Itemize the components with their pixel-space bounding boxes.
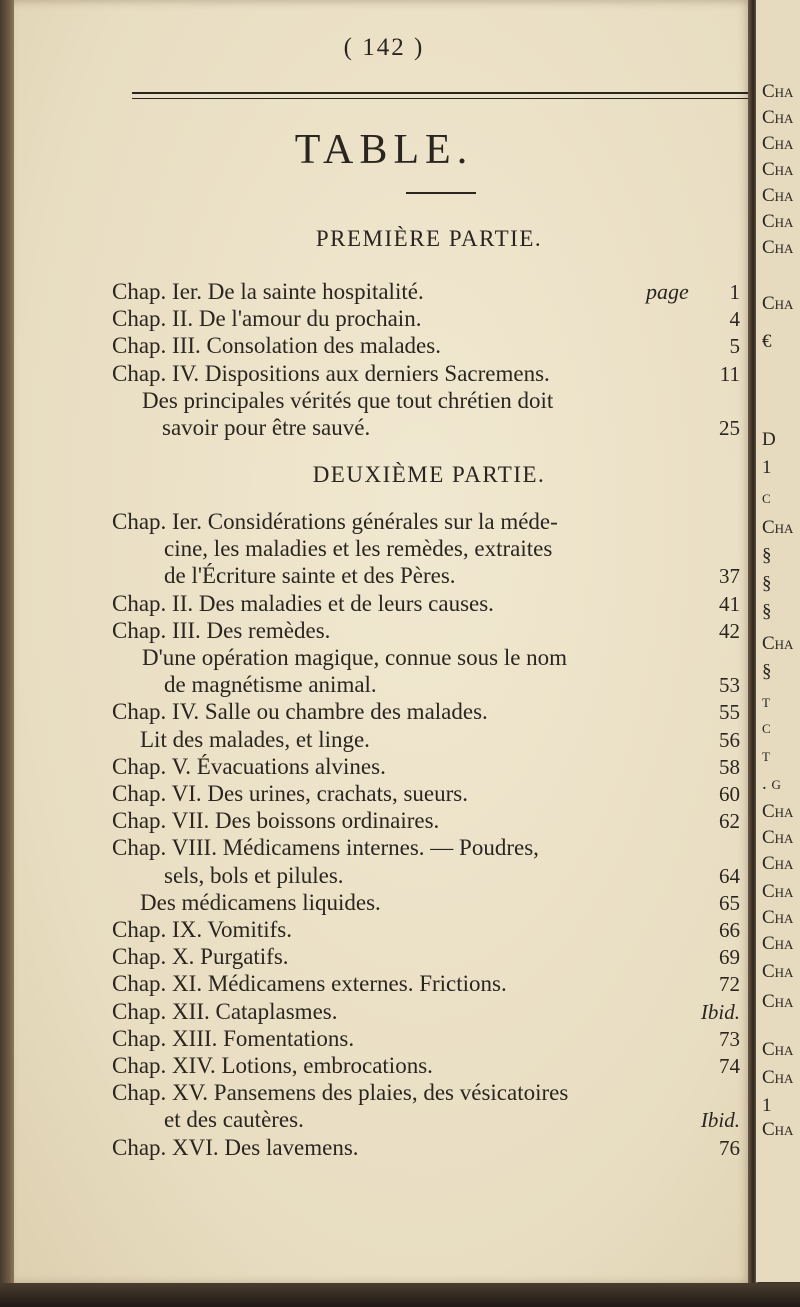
right-page-fragment: § — [762, 545, 772, 566]
page-label: page — [646, 279, 689, 304]
toc-entry-text: de l'Écriture sainte et des Pères. — [164, 563, 456, 589]
toc-entry-page: 58 — [719, 754, 740, 779]
toc-entry-text: Chap. XIV. Lotions, embrocations. — [112, 1053, 433, 1078]
right-page-fragment: c — [762, 717, 771, 738]
toc-entry-page: 66 — [719, 918, 740, 942]
toc-entry-page: 56 — [719, 727, 740, 752]
toc-entry-text: Des médicamens liquides. — [140, 889, 381, 915]
toc-entry-text: Chap. V. Évacuations alvines. — [112, 753, 386, 779]
toc-entry-page: 53 — [719, 673, 740, 698]
right-page-fragment: Cha — [762, 991, 794, 1012]
double-rule-top — [132, 92, 752, 94]
right-page-fragment: Cha — [762, 211, 794, 232]
right-page-fragment: c — [762, 487, 771, 508]
toc-entry-text: de magnétisme animal. — [164, 672, 377, 698]
toc-entry-page: 64 — [719, 863, 740, 888]
right-page-fragment: Cha — [762, 633, 794, 654]
toc-entry-page: 42 — [719, 618, 740, 643]
right-page-fragment: Cha — [762, 237, 794, 258]
toc-entry-text: Chap. IV. Salle ou chambre des malades. — [112, 699, 488, 725]
toc-entry-page: 73 — [719, 1026, 740, 1051]
toc-entry-text: et des cautères. — [164, 1107, 304, 1133]
toc-entry-text: Chap. II. Des maladies et de leurs causes. — [112, 590, 494, 616]
toc-entry-page: 11 — [719, 361, 740, 386]
toc-entry-text: Chap. II. De l'amour du prochain. — [112, 306, 422, 332]
toc-entry-text: Lit des malades, et linge. — [140, 726, 370, 752]
toc-entry-page: 37 — [719, 564, 740, 589]
toc-entry-text: cine, les maladies et les remèdes, extraites — [164, 536, 553, 562]
right-page-fragment: Cha — [762, 827, 794, 848]
toc-entry-text: Chap. III. Consolation des malades. — [112, 333, 441, 359]
toc-entry-page: 25 — [719, 416, 740, 440]
toc-entry-page: 1 — [729, 280, 740, 304]
page-title: TABLE. — [294, 127, 474, 173]
toc-entry-page: 72 — [719, 972, 740, 997]
right-page-fragment: Cha — [762, 801, 794, 822]
toc-entry-text: Chap. XI. Médicamens externes. Frictions. — [112, 971, 507, 997]
right-page-fragment: Cha — [762, 881, 794, 902]
toc-entry-text: Chap. III. Des remèdes. — [112, 617, 331, 643]
right-page-fragment: Cha — [762, 1039, 794, 1060]
toc-entry-text: Des principales vérités que tout chrétien doit — [142, 387, 554, 413]
right-page-fragment: Cha — [762, 961, 794, 982]
right-page-fragment: Cha — [762, 517, 794, 538]
right-page-fragment: Cha — [762, 1119, 794, 1140]
toc-entry-text: Chap. X. Purgatifs. — [112, 944, 289, 970]
title-divider — [406, 192, 476, 194]
toc-entry-page: 74 — [719, 1054, 740, 1078]
toc-entry-text: Chap. Ier. Considérations générales sur la méde- — [112, 509, 558, 534]
right-page-fragment: Cha — [762, 933, 794, 954]
right-page-fragment: § — [762, 661, 772, 682]
toc-entry-text: Chap. Ier. De la sainte hospitalité. — [112, 279, 424, 304]
toc-entry-page: 4 — [729, 307, 740, 332]
double-rule-bottom — [132, 98, 752, 99]
toc-entry-text: Chap. XII. Cataplasmes. — [112, 998, 338, 1024]
page-number: ( 142 ) — [343, 34, 425, 61]
part2-heading: DEUXIÈME PARTIE. — [312, 462, 546, 487]
toc-entry-page: Ibid. — [700, 999, 740, 1024]
right-page-fragment: € — [762, 331, 772, 352]
toc-entry-text: Chap. VII. Des boissons ordinaires. — [112, 808, 440, 834]
toc-entry-text: sels, bols et pilules. — [164, 862, 344, 888]
part1-heading: PREMIÈRE PARTIE. — [315, 226, 543, 251]
toc-entry-page: 62 — [719, 809, 740, 834]
toc-entry-text: Chap. XVI. Des lavemens. — [112, 1134, 359, 1160]
right-page-fragment: Cha — [762, 107, 794, 128]
right-page-edge — [756, 0, 800, 1282]
toc-entry-page: 76 — [719, 1135, 740, 1160]
right-page-fragment: D — [762, 429, 776, 450]
toc-entry-text: Chap. IX. Vomitifs. — [112, 917, 292, 942]
right-page-fragment: Cha — [762, 907, 794, 928]
right-page-fragment: Cha — [762, 853, 794, 874]
toc-entry-text: Chap. XV. Pansemens des plaies, des vésicatoires — [112, 1080, 569, 1106]
toc-entry-page: 60 — [719, 782, 740, 806]
toc-entry-text: Chap. XIII. Fomentations. — [112, 1025, 355, 1051]
toc-entry-page: 41 — [719, 591, 740, 616]
bottom-edge — [0, 1283, 800, 1307]
right-page-fragment: § — [762, 601, 772, 622]
right-page-fragment: Cha — [762, 1067, 794, 1088]
toc-entry-text: Chap. VIII. Médicamens internes. — Poudres, — [112, 835, 539, 861]
toc-entry-page: Ibid. — [700, 1108, 740, 1133]
toc-entry-text: Chap. VI. Des urines, crachats, sueurs. — [112, 781, 468, 806]
right-page-fragment: Cha — [762, 81, 794, 102]
toc-entry-page: 65 — [719, 890, 740, 915]
toc-entry-page: 69 — [719, 945, 740, 970]
toc-entry-text: savoir pour être sauvé. — [162, 415, 371, 440]
right-page-fragment: Cha — [762, 159, 794, 180]
right-page-fragment: . g — [762, 773, 781, 794]
toc-entry-page: 5 — [729, 334, 740, 359]
left-page — [14, 0, 754, 1285]
toc-entry-text: Chap. IV. Dispositions aux derniers Sacremens. — [112, 360, 550, 386]
toc-entry-text: D'une opération magique, connue sous le nom — [142, 645, 568, 670]
right-page-fragment: Cha — [762, 185, 794, 206]
right-page-fragment: 1 — [762, 457, 772, 478]
toc-entry-page: 55 — [719, 700, 740, 725]
right-page-fragment: Cha — [762, 293, 794, 314]
right-page-fragment: 1 — [762, 1095, 772, 1116]
right-page-fragment: § — [762, 573, 772, 594]
right-page-fragment: t — [762, 691, 770, 712]
right-page-fragment: Cha — [762, 133, 794, 154]
right-page-fragment: t — [762, 745, 770, 766]
